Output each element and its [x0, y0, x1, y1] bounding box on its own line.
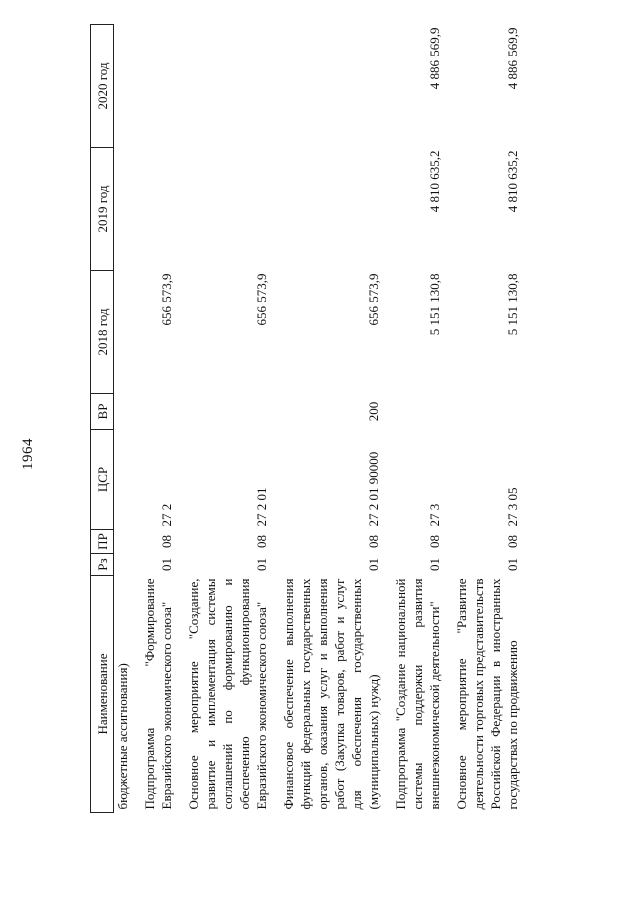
row-2020	[131, 25, 175, 148]
header-row	[91, 25, 114, 813]
row-vr	[131, 394, 175, 430]
continued-caption-row	[114, 25, 132, 813]
row-2020	[270, 25, 382, 148]
row-2019	[131, 148, 175, 271]
row-rz: 01	[427, 558, 442, 571]
row-pr: 08	[505, 535, 520, 548]
row-2020	[175, 25, 270, 148]
row-csr: 27 2 01 90000	[366, 451, 381, 527]
row-vr	[382, 394, 443, 430]
row-csr: 27 3	[427, 503, 442, 527]
row-2019	[175, 148, 270, 271]
row-name: Финансовое обеспечение выполнения функций федеральных государственных органов, оказания услуг и выполнения работ (Закупка товаров, работ и услуг для обеспечения государственных (муниципальных) нужд)	[281, 578, 381, 810]
table-row	[443, 25, 521, 813]
budget-table	[90, 24, 521, 813]
row-csr: 27 3 05	[505, 487, 520, 527]
header-2020: 2020 год	[91, 25, 114, 148]
table-row	[382, 25, 443, 813]
header-2018: 2018 год	[91, 271, 114, 394]
row-name: Основное мероприятие "Создание, развитие и имплементация системы соглашений по формированию и обеспечению функционирования Евразийского экономического союза"	[186, 578, 269, 810]
row-2018: 656 573,9	[366, 273, 381, 326]
row-2018: 656 573,9	[254, 273, 269, 326]
row-name: Основное мероприятие "Развитие деятельности торговых представительств Российской Федерации в иностранных государствах по продвижению	[454, 578, 520, 810]
row-csr: 27 2 01	[254, 487, 269, 527]
row-vr	[443, 394, 521, 430]
row-2018: 656 573,9	[159, 273, 174, 326]
row-2018: 5 151 130,8	[427, 273, 442, 336]
row-2020: 4 886 569,9	[505, 27, 520, 90]
table-row	[131, 25, 175, 813]
row-vr	[175, 394, 270, 430]
table-row	[270, 25, 382, 813]
row-2019	[270, 148, 382, 271]
table-row	[175, 25, 270, 813]
row-2020: 4 886 569,9	[427, 27, 442, 90]
row-rz: 01	[254, 558, 269, 571]
row-rz: 01	[505, 558, 520, 571]
row-name: Подпрограмма "Формирование Евразийского экономического союза"	[142, 578, 174, 810]
row-rz: 01	[366, 558, 381, 571]
row-2019: 4 810 635,2	[427, 150, 442, 213]
continued-caption: бюджетные ассигнования)	[115, 663, 130, 810]
header-rz: Рз	[91, 554, 114, 576]
row-2018: 5 151 130,8	[505, 273, 520, 336]
header-csr: ЦСР	[91, 430, 114, 530]
row-csr: 27 2	[159, 503, 174, 527]
row-pr: 08	[159, 535, 174, 548]
row-pr: 08	[254, 535, 269, 548]
header-2019: 2019 год	[91, 148, 114, 271]
header-vr: ВР	[91, 394, 114, 430]
row-name: Подпрограмма "Создание национальной системы поддержки развития внешнеэкономической деятельности"	[393, 578, 442, 810]
header-name: Наименование	[91, 576, 114, 813]
row-rz: 01	[159, 558, 174, 571]
row-pr: 08	[427, 535, 442, 548]
row-pr: 08	[366, 535, 381, 548]
row-vr: 200	[366, 401, 381, 422]
page-number: 1964	[20, 438, 36, 470]
header-pr: ПР	[91, 530, 114, 554]
row-2019: 4 810 635,2	[505, 150, 520, 213]
